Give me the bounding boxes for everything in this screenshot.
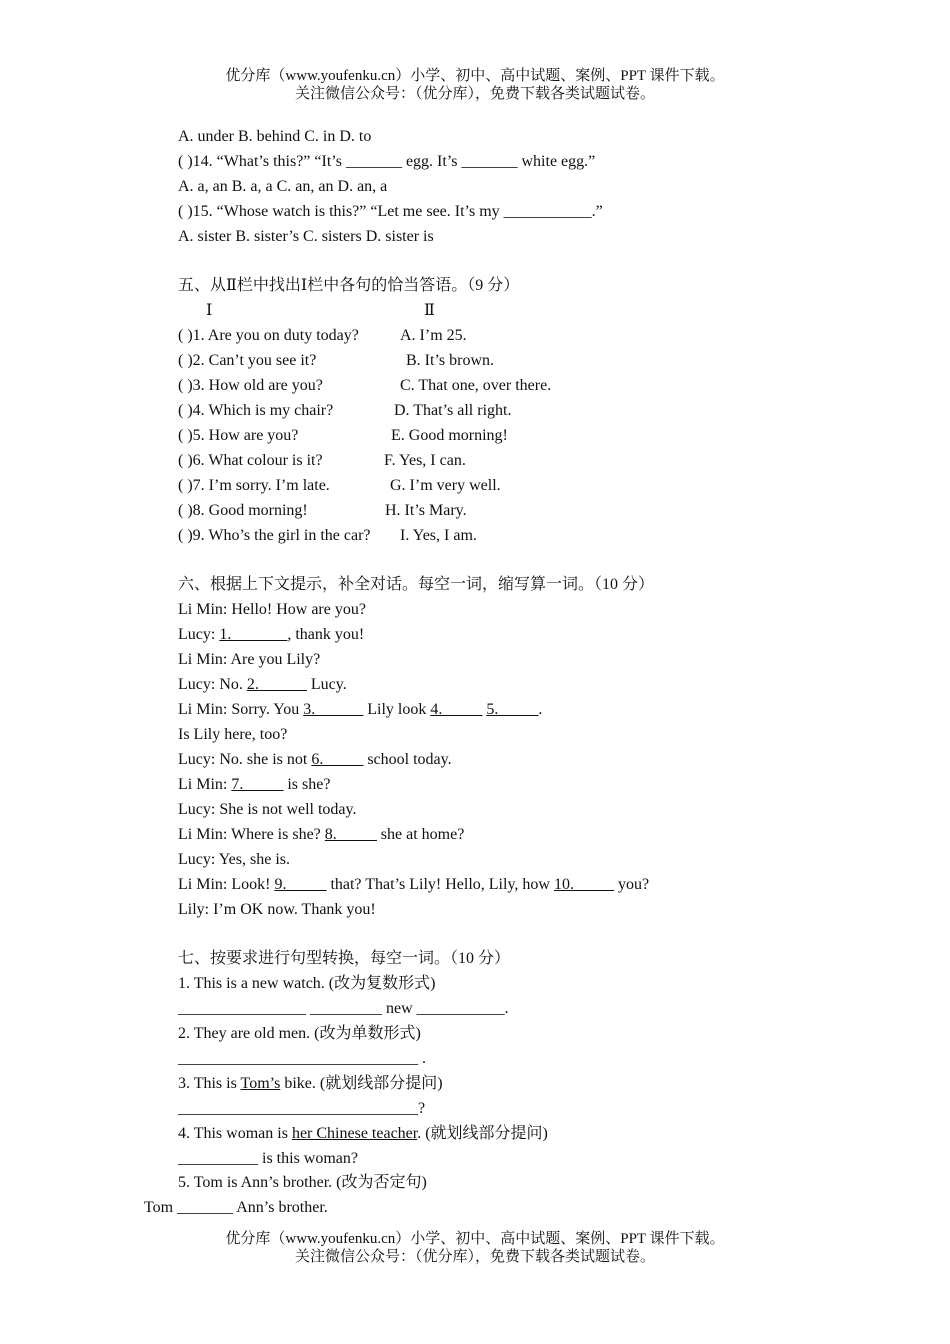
part5-question: ( )6. What colour is it? <box>178 452 323 469</box>
part5-answer: H. It’s Mary. <box>385 502 467 519</box>
part7-answer-1[interactable]: ________________ _________ new ___________. <box>178 1000 509 1017</box>
blank-4[interactable]: 4._____ <box>430 701 483 718</box>
part7-sentence-1: 1. This is a new watch. (改为复数形式) <box>178 975 436 992</box>
dialogue-line: Li Min: Look! 9._____ that? That’s Lily! Hello, Lily, how 10._____ you? <box>178 876 650 893</box>
part5-title: 五、从Ⅱ栏中找出Ⅰ栏中各句的恰当答语。（9 分） <box>178 277 520 294</box>
blank-10[interactable]: 10._____ <box>553 876 614 893</box>
page-header <box>0 67 950 103</box>
blank-9[interactable]: 9._____ <box>274 876 327 893</box>
dialogue-line: Li Min: Sorry. You 3.______ Lily look 4._____ 5._____. <box>178 701 543 718</box>
part7-answer-4[interactable]: __________ is this woman? <box>178 1150 358 1167</box>
footer-line-2: 关注微信公众号：（优分库），免费下载各类试题试卷。 <box>294 1249 655 1265</box>
part7-answer-5[interactable]: Tom _______ Ann’s brother. <box>144 1199 328 1216</box>
part7-sentence-4: 4. This woman is her Chinese teacher. (就划线部分提问) <box>178 1125 548 1142</box>
part7-sentence-5: 5. Tom is Ann’s brother. (改为否定句) <box>178 1174 427 1191</box>
blank-2[interactable]: 2.______ <box>246 676 307 693</box>
part5-answer: C. That one, over there. <box>400 377 552 394</box>
part7-sentence-2: 2. They are old men. (改为单数形式) <box>178 1025 421 1042</box>
q13-options: A. under B. behind C. in D. to <box>178 128 372 145</box>
dialogue-line: Lucy: No. she is not 6._____ school today. <box>178 751 452 768</box>
blank-1[interactable]: 1._______ <box>219 626 288 643</box>
q15-options: A. sister B. sister’s C. sisters D. sister is <box>178 228 434 245</box>
part5-answer: E. Good morning! <box>391 427 508 444</box>
dialogue-line: Lucy: She is not well today. <box>178 801 357 818</box>
dialogue-line: Li Min: Where is she? 8._____ she at home? <box>178 826 465 843</box>
q14-question: ( )14. “What’s this?” “It’s _______ egg. It’s _______ white egg.” <box>178 153 596 170</box>
part5-answer: F. Yes, I can. <box>384 452 466 469</box>
q15-question: ( )15. “Whose watch is this?” “Let me see. It’s my ___________.” <box>178 203 603 220</box>
part5-question: ( )4. Which is my chair? <box>178 402 334 419</box>
part5-question: ( )1. Are you on duty today? <box>178 327 359 344</box>
part7-title: 七、按要求进行句型转换，每空一词。（10 分） <box>178 950 511 967</box>
part5-column-1-heading: Ⅰ <box>206 302 213 319</box>
part6-title: 六、根据上下文提示，补全对话。每空一词，缩写算一词。（10 分） <box>178 576 655 593</box>
q14-options: A. a, an B. a, a C. an, an D. an, a <box>178 178 388 195</box>
blank-8[interactable]: 8._____ <box>324 826 377 843</box>
dialogue-line: Lucy: No. 2.______ Lucy. <box>178 676 347 693</box>
footer-line-1: 优分库（www.youfenku.cn）小学、初中、高中试题、案例、PPT 课件下载。 <box>225 1231 725 1247</box>
blank-7[interactable]: 7._____ <box>231 776 284 793</box>
header-line-2: 关注微信公众号：（优分库），免费下载各类试题试卷。 <box>294 86 655 102</box>
dialogue-line: Lucy: Yes, she is. <box>178 851 291 868</box>
part7-sentence-3: 3. This is Tom’s bike. (就划线部分提问) <box>178 1075 443 1092</box>
part5-question: ( )3. How old are you? <box>178 377 323 394</box>
part7-answer-3[interactable]: ______________________________? <box>178 1100 426 1117</box>
dialogue-line: Li Min: 7._____ is she? <box>178 776 331 793</box>
part7-answer-2[interactable]: ______________________________ . <box>178 1050 426 1067</box>
part5-question: ( )9. Who’s the girl in the car? <box>178 527 371 544</box>
underlined-phrase: Tom’s <box>240 1075 281 1092</box>
part5-answer: A. I’m 25. <box>400 327 467 344</box>
part5-question: ( )2. Can’t you see it? <box>178 352 317 369</box>
dialogue-line: Lily: I’m OK now. Thank you! <box>178 901 376 918</box>
header-line-1: 优分库（www.youfenku.cn）小学、初中、高中试题、案例、PPT 课件下载。 <box>225 68 725 84</box>
part5-question: ( )5. How are you? <box>178 427 299 444</box>
part5-column-2-heading: Ⅱ <box>424 302 435 319</box>
underlined-phrase: her Chinese teacher <box>291 1125 418 1142</box>
dialogue-line: Lucy: 1._______, thank you! <box>178 626 365 643</box>
part5-answer: I. Yes, I am. <box>400 527 477 544</box>
dialogue-line: Is Lily here, too? <box>178 726 288 743</box>
page-footer <box>0 1230 950 1266</box>
part5-answer: D. That’s all right. <box>394 402 512 419</box>
part5-answer: B. It’s brown. <box>406 352 494 369</box>
blank-5[interactable]: 5._____ <box>486 701 539 718</box>
dialogue-line: Li Min: Are you Lily? <box>178 651 321 668</box>
blank-6[interactable]: 6._____ <box>311 751 364 768</box>
blank-3[interactable]: 3.______ <box>303 701 364 718</box>
part5-question: ( )7. I’m sorry. I’m late. <box>178 477 330 494</box>
part5-answer: G. I’m very well. <box>390 477 501 494</box>
part5-question: ( )8. Good morning! <box>178 502 308 519</box>
dialogue-line: Li Min: Hello! How are you? <box>178 601 366 618</box>
